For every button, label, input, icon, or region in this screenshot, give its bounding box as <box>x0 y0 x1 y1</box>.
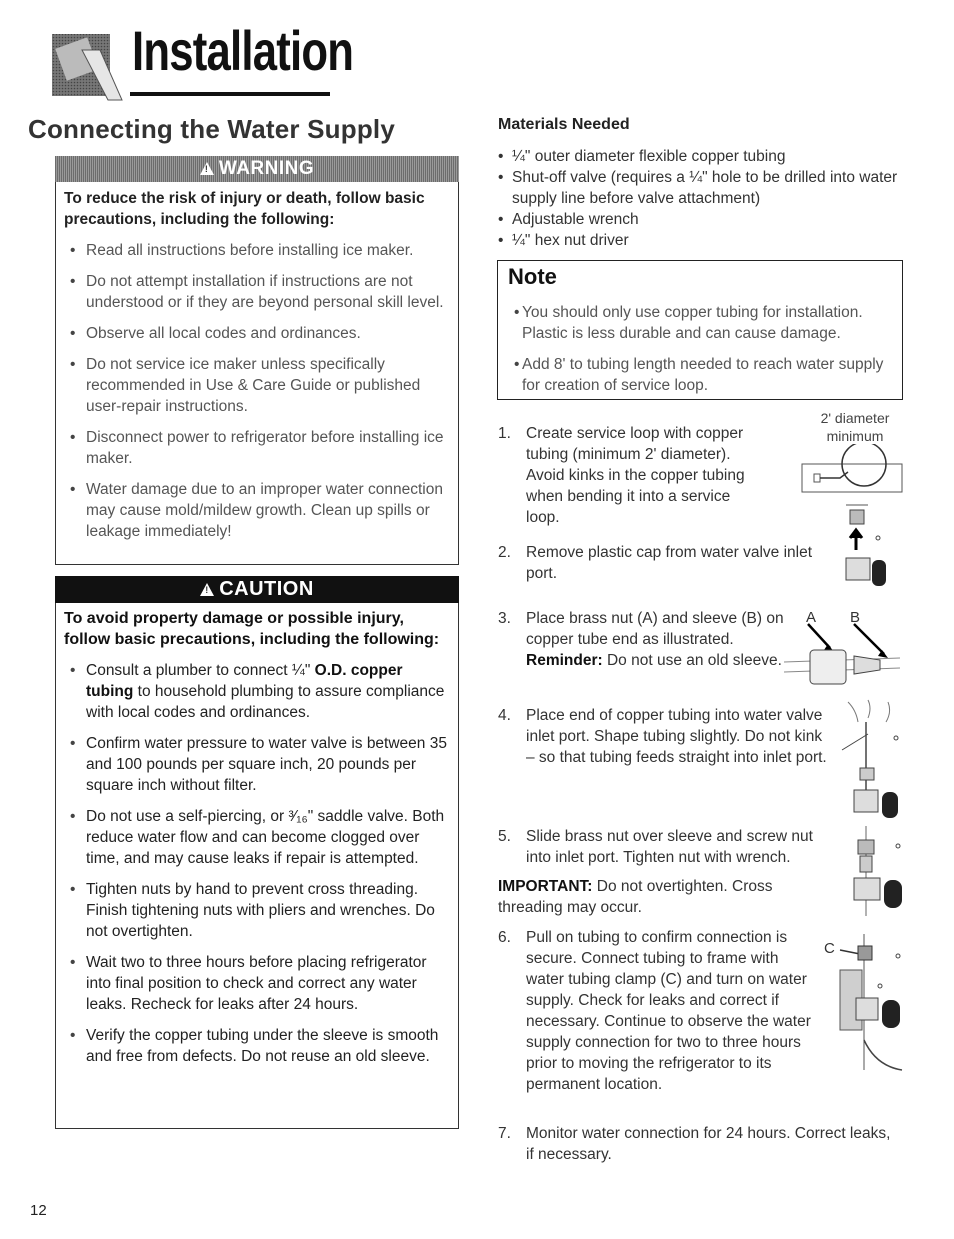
warning-content <box>64 188 452 552</box>
step-7: 7. Monitor water connection for 24 hours. Correct leaks, if necessary. <box>498 1125 891 1163</box>
warning-lead: To reduce the risk of injury or death, follow basic precautions, including the following: <box>64 190 425 228</box>
step-5: 5. Slide brass nut over sleeve and screw nut into inlet port. Tighten nut with wrench. <box>498 828 813 866</box>
materials-list <box>498 146 898 251</box>
valve-inlet-illustration <box>838 500 898 590</box>
label-b: B <box>850 609 861 626</box>
diameter-label: 2' diameter minimum <box>820 410 890 444</box>
step-3: 3. Place brass nut (A) and sleeve (B) on copper tube end as illustrated. Reminder: Do not use an old sleeve. <box>498 610 784 669</box>
list-item: • Disconnect power to refrigerator before installing ice maker. <box>64 427 452 469</box>
list-item: • Shut-off valve (requires a ¼" hole to be drilled into water supply line before valve attachment) <box>498 167 898 209</box>
list-item: • ¼" outer diameter flexible copper tubing <box>498 146 898 167</box>
clamp-illustration <box>836 930 906 1078</box>
list-item: • Wait two to three hours before placing refrigerator into final position to check and correct any water leaks. Recheck for leaks after 24 hours. <box>64 952 452 1015</box>
list-item: • You should only use copper tubing for installation. Plastic is less durable and can cause damage. <box>508 302 894 344</box>
important-note: IMPORTANT: Do not overtighten. Cross threading may occur. <box>498 878 773 916</box>
tubing-insertion-illustration <box>838 698 904 822</box>
step-4: 4. Place end of copper tubing into water valve inlet port. Shape tubing slightly. Do not kink – so that tubing feeds straight into inlet port. <box>498 707 827 766</box>
step-2: 2. Remove plastic cap from water valve inlet port. <box>498 544 813 582</box>
note-content <box>508 302 894 406</box>
materials-list-wrap <box>498 146 898 251</box>
list-item: • Consult a plumber to connect ¼" O.D. copper tubing to household plumbing to assure compliance with local codes and ordinances. <box>64 660 452 723</box>
label-a: A <box>806 609 817 626</box>
caution-banner <box>55 576 459 603</box>
title-underline <box>130 92 330 96</box>
warning-label: WARNING <box>218 158 315 179</box>
materials-title: Materials Needed <box>498 116 630 133</box>
caution-lead: To avoid property damage or possible injury, follow basic precautions, including the following: <box>64 610 440 648</box>
warning-list <box>64 240 452 542</box>
step-6: 6. Pull on tubing to confirm connection is secure. Connect tubing to frame with water tubing clamp (C) and turn on water supply. Check for leaks and correct if necessary. Continue to observe the water supply connection for two to three hours prior to moving the refrigerator to its permanent location. <box>498 929 811 1093</box>
wrench-logo-icon <box>52 30 124 102</box>
step-1: 1. Create service loop with copper tubing (minimum 2' diameter). Avoid kinks in the copper tubing when bending it into a service loop. <box>498 425 745 526</box>
nut-tighten-illustration <box>850 826 906 920</box>
service-loop-illustration <box>800 444 904 496</box>
list-item: • ¼" hex nut driver <box>498 230 898 251</box>
section-title: Connecting the Water Supply <box>28 114 396 144</box>
list-item: • Confirm water pressure to water valve is between 35 and 100 pounds per square inch, 20 pounds per square inch without filter. <box>64 733 452 796</box>
nut-sleeve-illustration <box>784 622 900 694</box>
list-item: • Read all instructions before installing ice maker. <box>64 240 452 261</box>
page-title: Installation <box>132 19 354 82</box>
list-item: • Add 8' to tubing length needed to reach water supply for creation of service loop. <box>508 354 894 396</box>
list-item: • Do not use a self-piercing, or ³⁄₁₆" saddle valve. Both reduce water flow and can become clogged over time, and may cause leaks if repair is attempted. <box>64 806 452 869</box>
caution-content <box>64 608 452 1077</box>
list-item: • Water damage due to an improper water connection may cause mold/mildew growth. Clean up spills or leakage immediately! <box>64 479 452 542</box>
list-item: • Do not attempt installation if instructions are not understood or if they are beyond personal skill level. <box>64 271 452 313</box>
list-item: • Adjustable wrench <box>498 209 898 230</box>
list-item: • Do not service ice maker unless specifically recommended in Use & Care Guide or published user-repair instructions. <box>64 354 452 417</box>
note-list <box>508 302 894 396</box>
list-item: • Verify the copper tubing under the sleeve is smooth and free from defects. Do not reuse an old sleeve. <box>64 1025 452 1067</box>
page-number: 12 <box>30 1202 47 1219</box>
warning-triangle-icon <box>200 162 214 175</box>
list-item: • Tighten nuts by hand to prevent cross threading. Finish tightening nuts with pliers and wrenches. Do not overtighten. <box>64 879 452 942</box>
caution-label: CAUTION <box>219 578 314 600</box>
warning-banner <box>55 156 459 182</box>
note-title: Note <box>508 264 557 289</box>
list-item: • Observe all local codes and ordinances. <box>64 323 452 344</box>
label-c: C <box>824 940 835 957</box>
caution-triangle-icon <box>200 583 214 596</box>
caution-list <box>64 660 452 1067</box>
